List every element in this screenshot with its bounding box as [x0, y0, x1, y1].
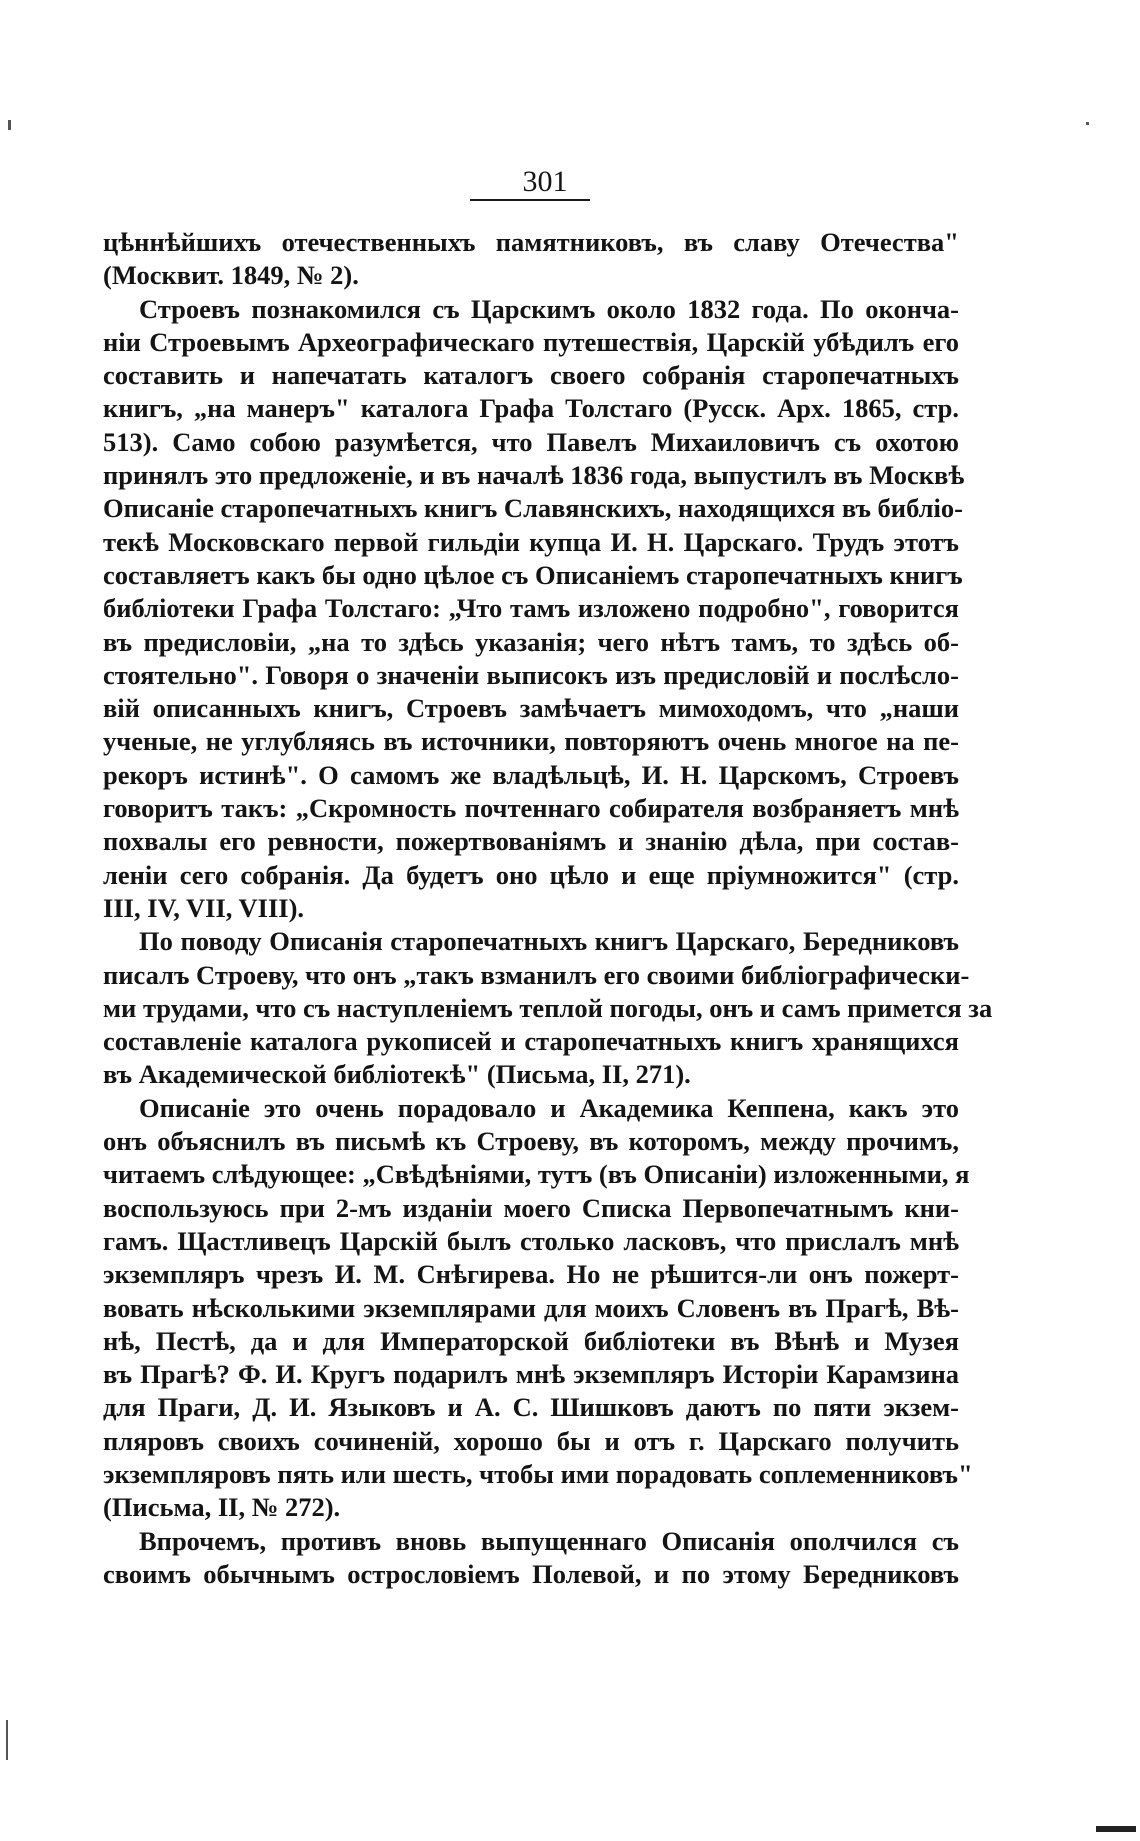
text-line: III, IV, VII, VIII). — [103, 892, 305, 923]
body-text — [103, 226, 993, 1591]
text-line: текѣ Московскаго первой гильдіи купца И. Н. Царскаго. Трудъ этотъ — [103, 526, 959, 557]
text-line: (Письма, II, № 272). — [103, 1492, 341, 1523]
text-line: ми трудами, что съ наступленіемъ теплой погоды, онъ и самъ примется за — [103, 992, 993, 1023]
text-line: гамъ. Щастливецъ Царскій былъ столько ласковъ, что прислалъ мнѣ — [103, 1225, 959, 1256]
text-line: для Праги, Д. И. Языковъ и А. С. Шишковъ даютъ по пяти экзем- — [103, 1392, 959, 1423]
text-line: экземпляръ чрезъ И. М. Снѣгирева. Но не рѣшится-ли онъ пожерт- — [103, 1259, 959, 1290]
text-line: писалъ Строеву, что онъ „такъ взманилъ его своими библіографически- — [103, 959, 970, 990]
page-number: 301 — [522, 165, 568, 198]
scan-speck — [6, 1720, 8, 1760]
scan-speck — [1096, 1826, 1136, 1832]
text-line: составить и напечатать каталогъ своего собранія старопечатныхъ — [103, 360, 959, 391]
text-line: рекоръ истинѣ". О самомъ же владѣльцѣ, И. Н. Царскомъ, Строевъ — [103, 759, 959, 790]
text-line: вовать нѣсколькими экземплярами для моихъ Словенъ въ Прагѣ, Вѣ- — [103, 1292, 959, 1323]
text-line: Описаніе старопечатныхъ книгъ Славянскихъ, находящихся въ библіо- — [103, 493, 963, 524]
text-line: составленіе каталога рукописей и старопечатныхъ книгъ хранящихся — [103, 1026, 959, 1057]
text-line: стоятельно". Говоря о значеніи выписокъ изъ предисловій и послѣсло- — [103, 659, 959, 690]
text-line: говоритъ такъ: „Скромность почтеннаго собирателя возбраняетъ мнѣ — [103, 793, 959, 824]
text-line: нѣ, Пестѣ, да и для Императорской библіотеки въ Вѣнѣ и Музея — [103, 1325, 959, 1356]
text-line: вій описанныхъ книгъ, Строевъ замѣчаетъ мимоходомъ, что „наши — [103, 693, 959, 724]
scan-speck — [1086, 122, 1089, 125]
text-line: онъ объяснилъ въ письмѣ къ Строеву, въ которомъ, между прочимъ, — [103, 1126, 959, 1157]
text-line: Строевъ познакомился съ Царскимъ около 1832 года. По оконча- — [139, 293, 959, 324]
text-line: 513). Само собою разумѣется, что Павелъ Михаиловичъ съ охотою — [103, 426, 959, 457]
text-line: пляровъ своихъ сочиненій, хорошо бы и отъ г. Царскаго получить — [103, 1425, 959, 1456]
text-line: въ Прагѣ? Ф. И. Кругъ подарилъ мнѣ экземпляръ Исторіи Карамзина — [103, 1359, 959, 1390]
text-line: составляетъ какъ бы одно цѣлое съ Описаніемъ старопечатныхъ книгъ — [103, 559, 963, 590]
page-number-rule — [470, 199, 590, 201]
text-line: библіотеки Графа Толстаго: „Что тамъ изложено подробно", говорится — [103, 593, 959, 624]
text-line: книгъ, „на манеръ" каталога Графа Толстаго (Русск. Арх. 1865, стр. — [103, 393, 959, 424]
text-line: цѣннѣйшихъ отечественныхъ памятниковъ, въ славу Отечества" — [103, 227, 959, 257]
text-line: въ предисловіи, „на то здѣсь указанія; чего нѣтъ тамъ, то здѣсь об- — [103, 626, 959, 657]
text-line: принялъ это предложеніе, и въ началѣ 1836 года, выпустилъ въ Москвѣ — [103, 460, 965, 491]
text-line: воспользуюсь при 2-мъ изданіи моего Списка Первопечатнымъ кни- — [103, 1192, 959, 1223]
text-line: По поводу Описанія старопечатныхъ книгъ Царскаго, Бередниковъ — [139, 926, 959, 957]
text-line: ученые, не углубляясь въ источники, повторяютъ очень многое на пе- — [103, 726, 959, 757]
text-line: Описаніе это очень порадовало и Академика Кеппена, какъ это — [139, 1092, 959, 1123]
scan-speck — [8, 120, 11, 130]
text-line: въ Академической библіотекѣ" (Письма, II, 271). — [103, 1059, 691, 1090]
text-line: похвалы его ревности, пожертвованіямъ и знанію дѣла, при состав- — [103, 826, 959, 857]
text-line: (Москвит. 1849, № 2). — [103, 260, 359, 291]
text-line: своимъ обычнымъ острословіемъ Полевой, и по этому Бередниковъ — [103, 1558, 959, 1589]
text-line: ніи Строевымъ Археографическаго путешествія, Царскій убѣдилъ его — [103, 326, 959, 357]
text-line: Впрочемъ, противъ вновь выпущеннаго Описанія ополчился съ — [139, 1525, 959, 1556]
text-line: читаемъ слѣдующее: „Свѣдѣніями, тутъ (въ Описаніи) изложенными, я — [103, 1159, 970, 1190]
text-line: леніи сего собранія. Да будетъ оно цѣло и еще пріумножится" (стр. — [103, 859, 959, 890]
text-line: экземпляровъ пять или шесть, чтобы ими порадовать соплеменниковъ" — [103, 1458, 973, 1489]
